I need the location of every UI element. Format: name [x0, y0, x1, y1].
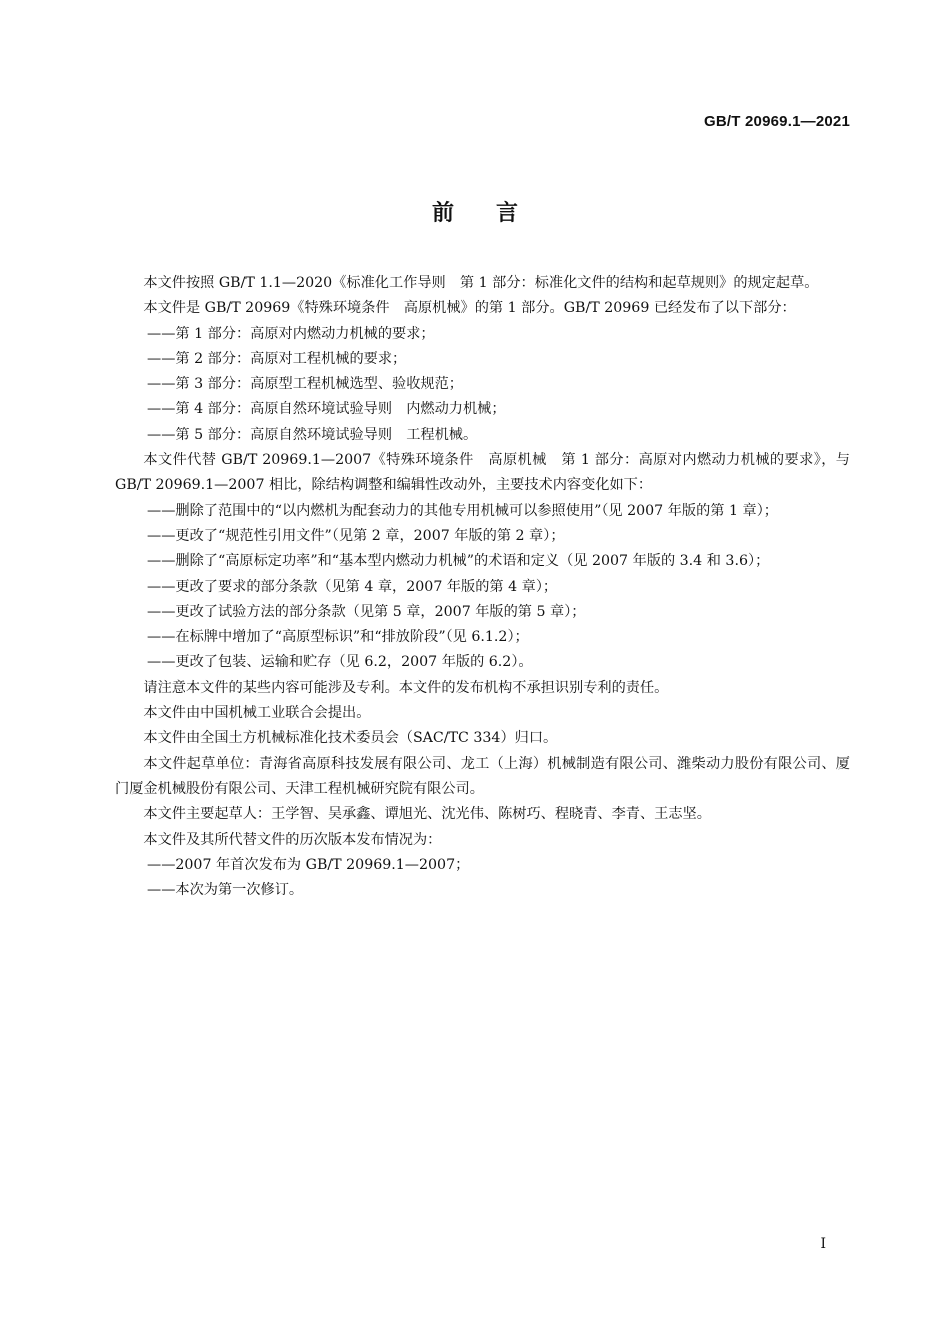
- standard-code: GB/T 20969.1—2021: [704, 113, 850, 130]
- list-item: ——删除了范围中的“以内燃机为配套动力的其他专用机械可以参照使用”（见 2007 年版的第 1 章）；: [147, 502, 778, 519]
- paragraph-committee: 本文件由全国土方机械标准化技术委员会（SAC/TC 334）归口。: [143, 730, 558, 747]
- paragraph-series-intro: 本文件是 GB/T 20969《特殊环境条件 高原机械》的第 1 部分。GB/T 20969 已经发布了以下部分：: [143, 300, 796, 317]
- list-item: ——第 5 部分：高原自然环境试验导则 工程机械。: [147, 426, 478, 443]
- list-item: ——2007 年首次发布为 GB/T 20969.1—2007；: [147, 856, 470, 873]
- list-item: ——更改了要求的部分条款（见第 4 章，2007 年版的第 4 章）；: [147, 578, 558, 595]
- paragraph-drafting-rules: 本文件按照 GB/T 1.1—2020《标准化工作导则 第 1 部分：标准化文件的结构和起草规则》的规定起草。: [143, 275, 819, 291]
- list-item: ——删除了“高原标定功率”和“基本型内燃动力机械”的术语和定义（见 2007 年版的 3.4 和 3.6）；: [147, 553, 770, 570]
- list-item: ——第 2 部分：高原对工程机械的要求；: [147, 350, 407, 367]
- paragraph-drafters: 本文件主要起草人：王学智、吴承鑫、谭旭光、沈光伟、陈树巧、程晓青、李青、王志坚。: [143, 806, 711, 823]
- list-item: ——更改了试验方法的部分条款（见第 5 章，2007 年版的第 5 章）；: [147, 603, 586, 620]
- list-item: ——第 1 部分：高原对内燃动力机械的要求；: [147, 325, 435, 342]
- paragraph-replacement: 本文件代替 GB/T 20969.1—2007《特殊环境条件 高原机械 第 1 部分：高原对内燃动力机械的要求》，与 GB/T 20969.1—2007 相比，除结构调整和编辑性改动外，主要技术内容变化如下：: [115, 452, 850, 494]
- paragraph-proposer: 本文件由中国机械工业联合会提出。: [143, 705, 371, 722]
- paragraph-drafting-units: 本文件起草单位：青海省高原科技发展有限公司、龙工（上海）机械制造有限公司、潍柴动力股份有限公司、厦门厦金机械股份有限公司、天津工程机械研究院有限公司。: [115, 755, 850, 797]
- list-item: ——在标牌中增加了“高原型标识”和“排放阶段”（见 6.1.2）；: [147, 629, 529, 646]
- page-number: I: [820, 1236, 826, 1252]
- paragraph-history-intro: 本文件及其所代替文件的历次版本发布情况为：: [143, 831, 442, 848]
- document-body: [115, 271, 850, 903]
- list-item: ——第 4 部分：高原自然环境试验导则 内燃动力机械；: [147, 401, 506, 418]
- list-item: ——本次为第一次修订。: [147, 882, 304, 899]
- list-item: ——更改了包装、运输和贮存（见 6.2，2007 年版的 6.2）。: [147, 654, 533, 671]
- list-item: ——第 3 部分：高原型工程机械选型、验收规范；: [147, 376, 463, 393]
- list-item: ——更改了“规范性引用文件”（见第 2 章，2007 年版的第 2 章）；: [147, 527, 565, 544]
- paragraph-patent-notice: 请注意本文件的某些内容可能涉及专利。本文件的发布机构不承担识别专利的责任。: [143, 679, 669, 696]
- page-title: 前言: [431, 201, 560, 226]
